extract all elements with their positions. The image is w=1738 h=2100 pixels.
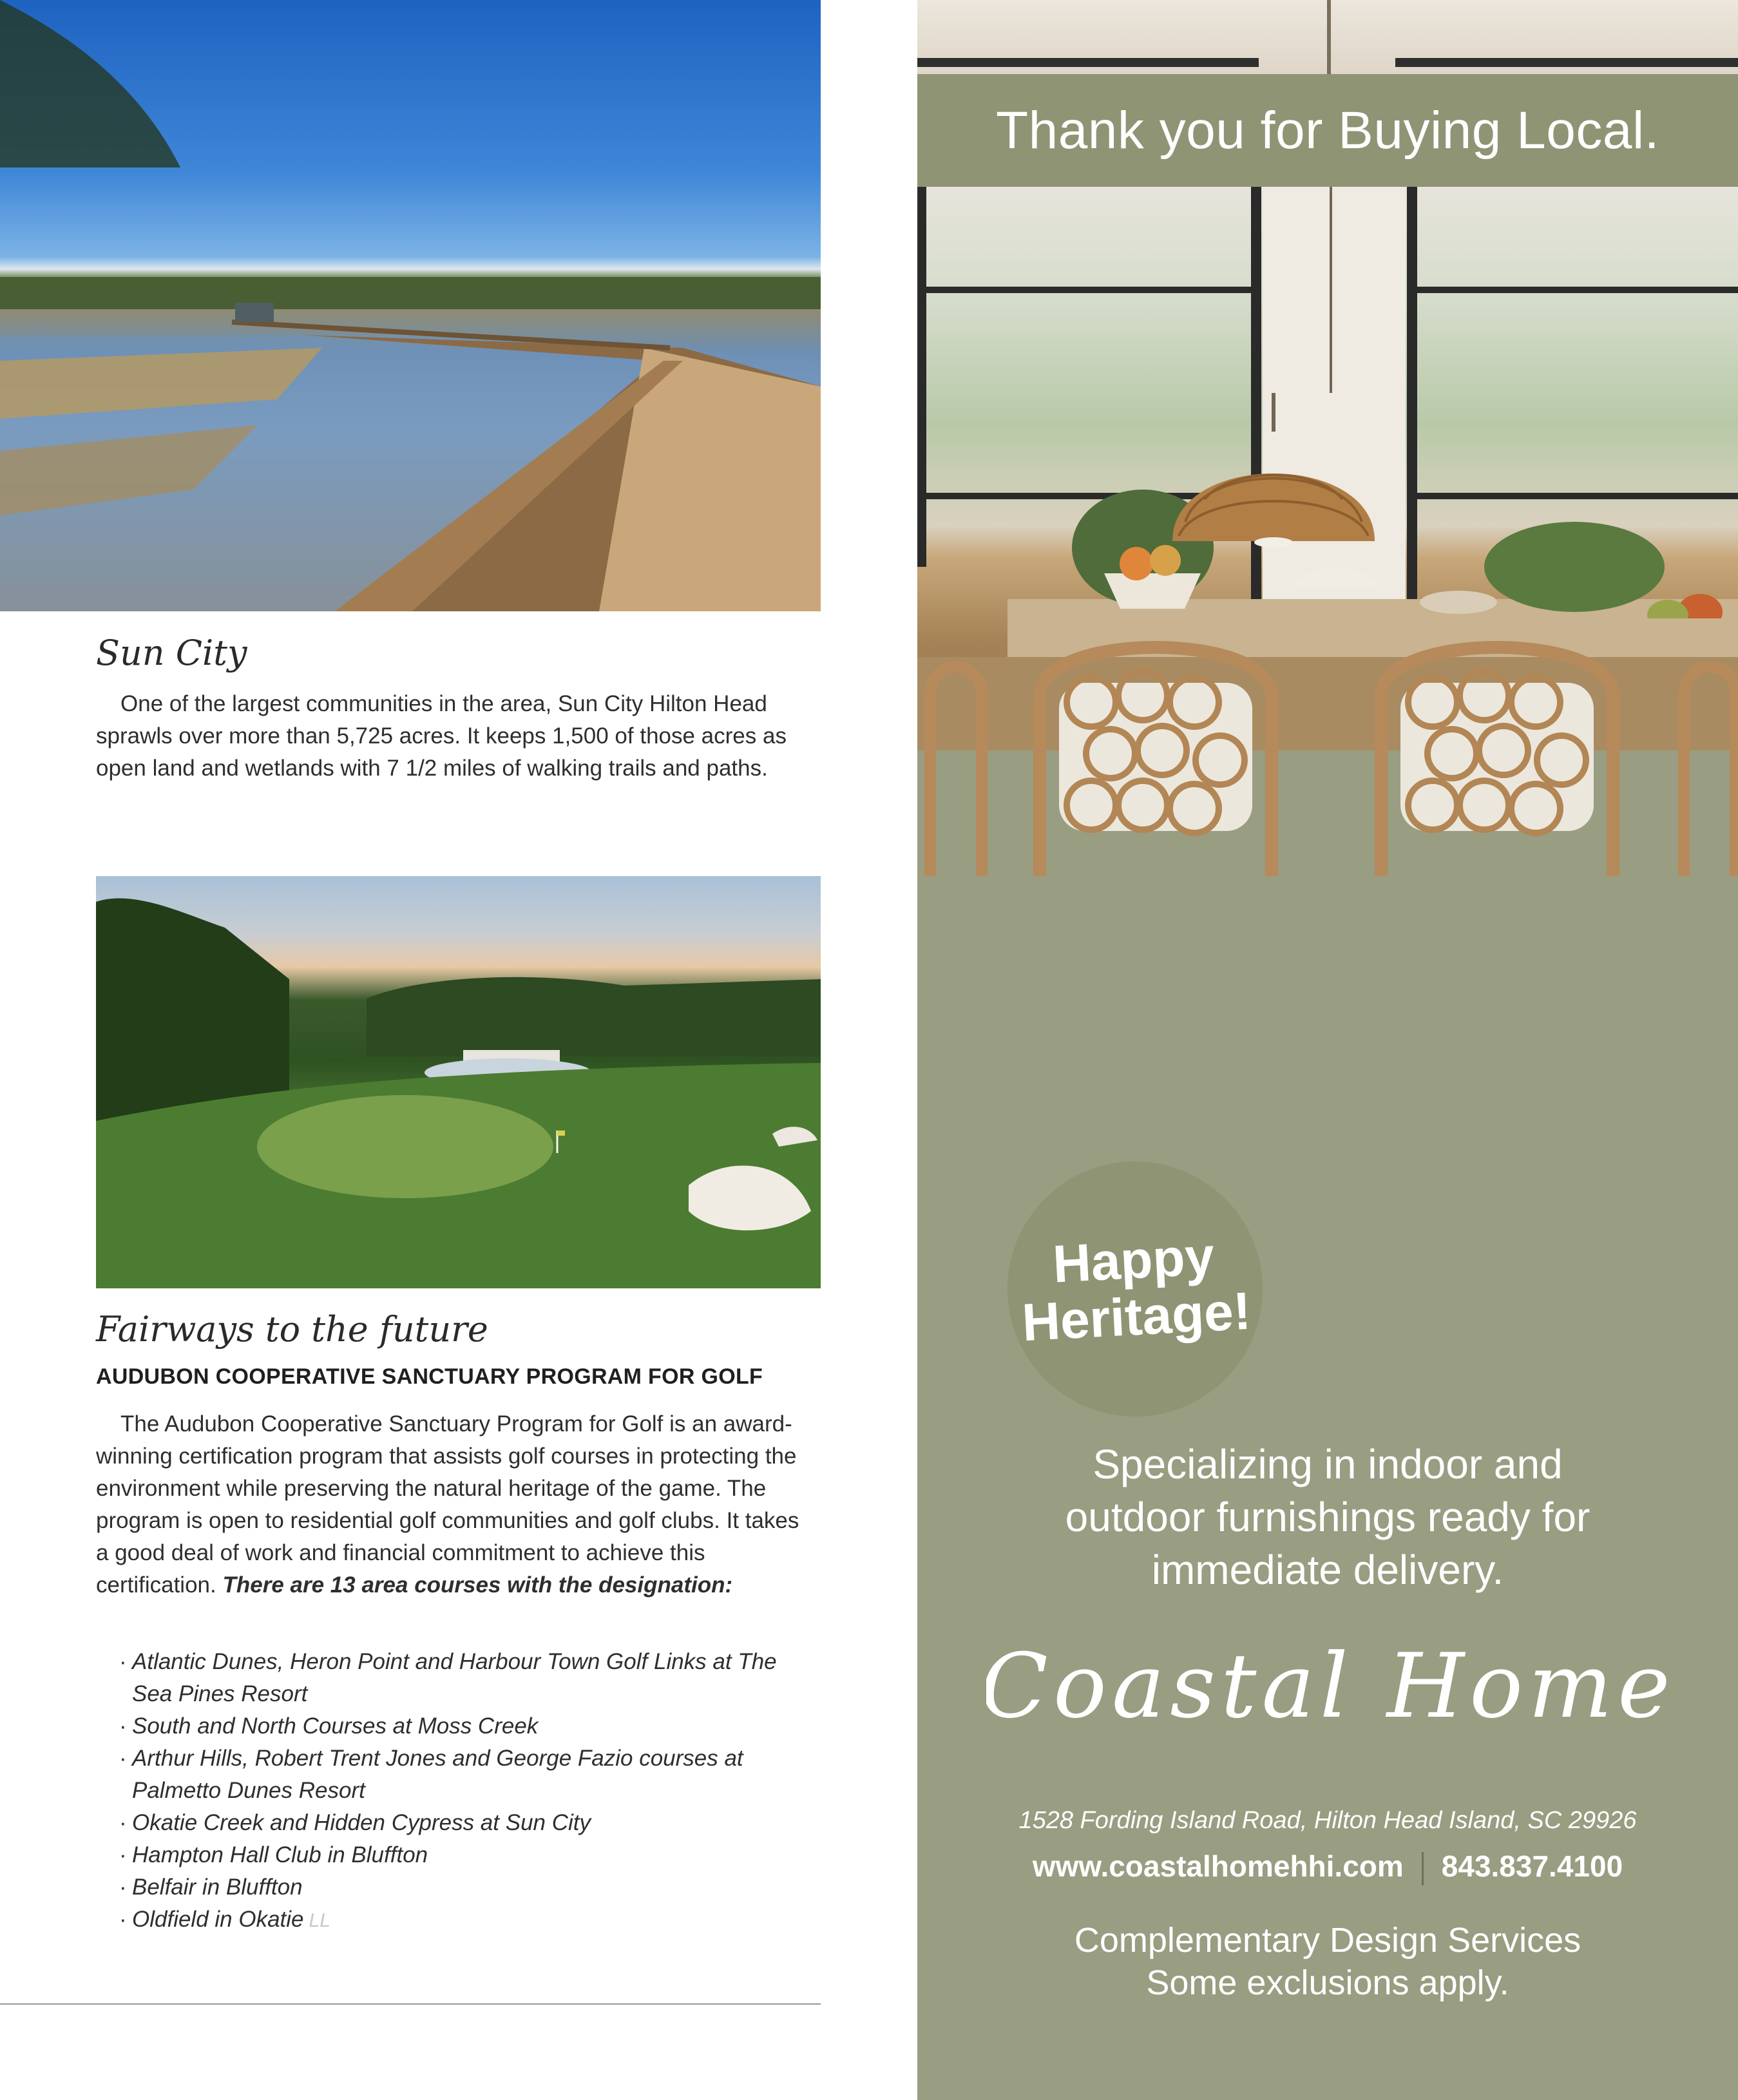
table-decor <box>1046 477 1723 618</box>
fairways-title: Fairways to the future <box>96 1309 488 1350</box>
coastal-home-advertisement[interactable] <box>917 0 1738 2100</box>
brand-name: Coastal Home <box>986 1634 1669 1738</box>
course-name: Arthur Hills, Robert Trent Jones and George Fazio courses at Palmetto Dunes Resort <box>132 1746 743 1803</box>
fairways-body-emphasis: There are 13 area courses with the designation: <box>222 1572 733 1598</box>
course-name: Okatie Creek and Hidden Cypress at Sun City <box>132 1810 591 1835</box>
window-frame-top-right <box>1395 58 1738 67</box>
pendant-lamp-shape <box>1166 393 1381 548</box>
marsh-boardwalk-illustration <box>0 0 821 611</box>
list-item <box>119 1742 815 1807</box>
sun-city-body <box>96 688 811 785</box>
window-frame-top-left <box>917 58 1259 67</box>
course-name: Belfair in Bluffton <box>132 1875 303 1900</box>
course-name: Atlantic Dunes, Heron Point and Harbour Town Golf Links at The Sea Pines Resort <box>132 1649 777 1706</box>
sun-city-title: Sun City <box>96 633 247 673</box>
rattan-chair-left <box>1014 606 1297 902</box>
sun-city-body-text: One of the largest communities in the area, Sun City Hilton Head sprawls over more than 5,725 acres. It keeps 1,500 of those acres as open land and wetlands with 7 1/2 miles of walking trails and paths. <box>96 691 787 781</box>
tagline-line-3: immediate delivery. <box>1151 1547 1504 1593</box>
list-item <box>119 1904 815 1937</box>
rattan-chair-right <box>1355 606 1639 902</box>
thank-you-banner <box>917 74 1738 187</box>
list-item <box>119 1807 815 1839</box>
list-item <box>119 1839 815 1871</box>
golf-course-illustration <box>96 876 821 1288</box>
window-frame <box>917 187 926 567</box>
coastal-home-logo <box>917 1627 1738 1762</box>
tagline-line-1: Specializing in indoor and <box>1093 1441 1563 1487</box>
marsh-boardwalk-photo <box>0 0 821 611</box>
course-list <box>119 1646 815 1937</box>
footer-design-services: Complementary Design Services <box>1074 1921 1581 1960</box>
pendant-chain <box>1327 0 1331 74</box>
golf-course-photo <box>96 876 821 1288</box>
happy-heritage-badge <box>1001 1155 1269 1423</box>
badge-line-2: Heritage! <box>1020 1281 1253 1353</box>
list-item <box>119 1646 815 1710</box>
footer-exclusions: Some exclusions apply. <box>1146 1963 1509 2002</box>
course-name: South and North Courses at Moss Creek <box>132 1713 539 1739</box>
audubon-subhead: AUDUBON COOPERATIVE SANCTUARY PROGRAM FOR GOLF <box>96 1364 763 1389</box>
pendant-chain <box>1330 187 1332 393</box>
rattan-pendant-lamp <box>1166 393 1381 548</box>
bottom-divider <box>0 2003 821 2005</box>
website-link[interactable]: www.coastalhomehhi.com <box>1032 1849 1404 1883</box>
list-item <box>119 1710 815 1742</box>
fairways-body <box>96 1408 811 1601</box>
contact-separator <box>1422 1852 1424 1885</box>
course-name: Hampton Hall Club in Bluffton <box>132 1842 428 1867</box>
list-item <box>119 1871 815 1904</box>
tagline-line-2: outdoor furnishings ready for <box>1065 1494 1590 1540</box>
rattan-chair-edge-right <box>1671 631 1738 889</box>
banner-text: Thank you for Buying Local. <box>996 100 1659 160</box>
contact-line <box>917 1849 1738 1885</box>
course-name: Oldfield in Okatie <box>132 1907 304 1932</box>
ad-top-photo-strip <box>917 0 1738 74</box>
rattan-chair-edge-left <box>917 631 988 889</box>
window-frame <box>1407 287 1738 293</box>
fairways-body-text: The Audubon Cooperative Sanctuary Program for Golf is an award-winning certification program that assists golf courses in protecting the environment while preserving the natural heritage of the game. The program is open to residential golf communities and golf clubs. It takes a good deal of work and financial commitment to achieve this certification. <box>96 1411 799 1598</box>
coastal-home-wordmark <box>986 1627 1669 1762</box>
badge-line-1: Happy <box>1051 1227 1216 1294</box>
store-address: 1528 Fording Island Road, Hilton Head Island, SC 29926 <box>1018 1807 1637 1834</box>
end-mark: LL <box>309 1910 330 1931</box>
window-frame <box>917 287 1261 293</box>
phone-number[interactable]: 843.837.4100 <box>1441 1849 1623 1883</box>
